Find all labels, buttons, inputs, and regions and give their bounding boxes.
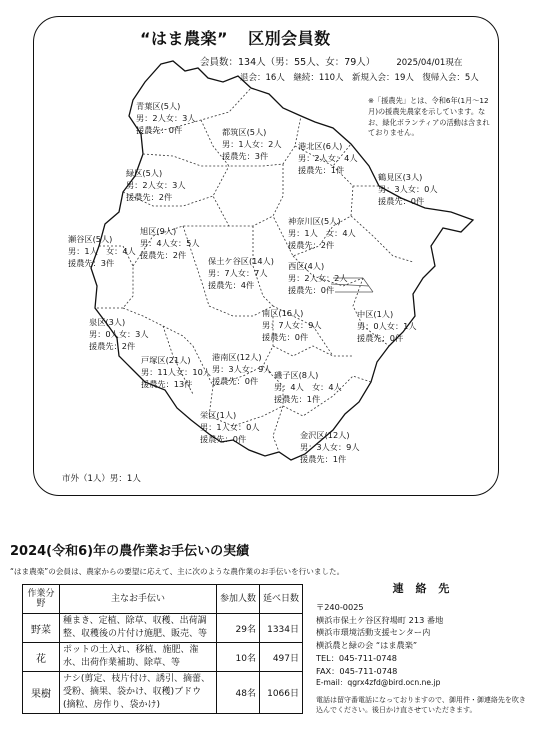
table-row — [23, 614, 303, 643]
member-summary — [200, 54, 462, 68]
ward-members: 男：0人女：3人 — [89, 328, 149, 339]
ward-farms: 援農先：0件 — [378, 195, 425, 206]
header-category: 作業分野 — [23, 585, 60, 614]
ward-farms: 援農先：13件 — [141, 378, 193, 389]
ward-farms: 援農先：3件 — [68, 257, 115, 268]
ward-farms: 援農先：3件 — [222, 150, 269, 161]
title-sub: 区別会員数 — [248, 29, 331, 48]
ward-name: 瀬谷区(5人) — [68, 234, 113, 244]
ward-name: 栄区(1人) — [200, 410, 237, 420]
ward-name: 港北区(6人) — [298, 141, 343, 151]
contact-postal: 〒240-0025 — [316, 602, 364, 613]
header-people: 参加人数 — [217, 585, 260, 614]
ward-members: 男：3人女：0人 — [378, 183, 438, 194]
ward-farms: 援農先：2件 — [126, 191, 173, 202]
ward-minami — [262, 308, 322, 344]
row-category: 花 — [23, 643, 60, 672]
ward-members: 男：2人女：3人 — [126, 179, 186, 190]
table-row — [23, 643, 303, 672]
ward-hodogaya — [208, 256, 274, 292]
work-intro: “はま農楽”の会員は、農家からの要望に応えて、主に次のような農作業のお手伝いを行いました。 — [10, 567, 345, 576]
ward-members: 男：2人女：2人 — [288, 272, 348, 283]
row-people: 10名 — [217, 643, 260, 672]
as-of-date: 2025/04/01現在 — [396, 58, 463, 68]
ward-members: 男：1人 女：4人 — [68, 245, 136, 256]
row-people: 48名 — [217, 672, 260, 714]
contact-fax: FAX：045-711-0748 — [316, 665, 398, 676]
ward-name: 港南区(12人) — [212, 352, 262, 362]
ward-aoba — [136, 101, 196, 137]
ward-members: 男：3人女：9人 — [300, 441, 360, 452]
outside-city-members: 市外（1人）男：1人 — [62, 474, 141, 484]
ward-farms: 援農先：2件 — [288, 239, 335, 250]
ward-name: 旭区(9人) — [140, 226, 177, 236]
ward-farms: 援農先：0件 — [357, 332, 404, 343]
ward-members: 男：2人女：3人 — [136, 112, 196, 123]
header-tasks: 主なお手伝い — [60, 585, 217, 614]
contact-address: 横浜市保土ケ谷区狩場町 213 番地 — [316, 614, 444, 625]
ward-members: 男：0人女：1人 — [357, 320, 417, 331]
ward-naka — [357, 309, 417, 345]
ward-nishi — [288, 261, 348, 297]
ward-farms: 援農先：1件 — [298, 164, 345, 175]
ward-izumi — [89, 317, 149, 353]
ward-asahi — [140, 226, 200, 262]
ward-farms: 援農先：2件 — [89, 340, 136, 351]
ward-name: 西区(4人) — [288, 261, 325, 271]
ward-name: 都筑区(5人) — [222, 127, 267, 137]
contact-office: 横浜市環境活動支援センター内 — [316, 627, 431, 638]
row-days: 1334日 — [260, 614, 303, 643]
ward-members: 男：7人女：7人 — [208, 267, 268, 278]
ward-members: 男：3人女：9人 — [212, 363, 272, 374]
ward-name: 神奈川区(5人) — [288, 216, 341, 226]
ward-name: 保土ケ谷区(14人) — [208, 256, 274, 266]
ward-members: 男：1人 女：4人 — [288, 227, 356, 238]
ward-name: 磯子区(8人) — [274, 370, 319, 380]
ward-name: 中区(1人) — [357, 309, 394, 319]
ward-farms: 援農先：0件 — [200, 433, 247, 444]
ward-farms: 援農先：0件 — [212, 375, 259, 386]
row-people: 29名 — [217, 614, 260, 643]
ward-name: 鶴見区(3人) — [378, 172, 423, 182]
contact-block — [316, 580, 530, 715]
ward-farms: 援農先：2件 — [140, 249, 187, 260]
row-tasks: ポットの土入れ、移植、施肥、潅水、出荷作業補助、除草、等 — [60, 643, 217, 672]
ward-name: 南区(16人) — [262, 308, 304, 318]
ward-tsuzuki — [222, 127, 282, 163]
page-title — [140, 26, 345, 49]
ward-konan — [212, 352, 272, 388]
ward-farms: 援農先：4件 — [208, 279, 255, 290]
ward-farms: 援農先：0件 — [288, 284, 335, 295]
ward-members: 男：11人女：10人 — [141, 366, 211, 377]
ward-kohoku — [298, 141, 358, 177]
ward-members: 男：1人女：2人 — [222, 138, 282, 149]
ward-name: 青葉区(5人) — [136, 101, 181, 111]
contact-tel: TEL：045-711-0748 — [316, 652, 397, 663]
work-section-title: 2024(令和6)年の農作業お手伝いの実績 — [10, 544, 250, 559]
member-total: 会員数：134人（男：55人、女：79人） — [200, 57, 376, 68]
contact-title: 連 絡 先 — [392, 582, 454, 595]
ward-farms: 援農先：1件 — [300, 453, 347, 464]
ward-name: 戸塚区(21人) — [141, 355, 191, 365]
membership-stats: 退会：16人 継続：110人 新規入会：19人 復帰入会：5人 — [240, 73, 479, 83]
ward-members: 男：4人 女：4人 — [274, 381, 342, 392]
ward-name: 泉区(3人) — [89, 317, 126, 327]
table-row — [23, 672, 303, 714]
row-days: 497日 — [260, 643, 303, 672]
ward-seya — [68, 234, 136, 270]
ward-kanazawa — [300, 430, 360, 466]
ward-kanagawa — [288, 216, 356, 252]
table-header-row — [23, 585, 303, 614]
title-main: “はま農楽” — [140, 29, 229, 48]
work-table — [22, 584, 303, 714]
row-tasks: ナシ(剪定、枝片付け、誘引、摘蕾、受粉、摘果、袋かけ、収穫)ブドウ(摘粒、房作り、袋かけ) — [60, 672, 217, 714]
ward-isogo — [274, 370, 342, 406]
ward-totsuka — [141, 355, 211, 391]
ward-midori — [126, 168, 186, 204]
row-category: 野菜 — [23, 614, 60, 643]
ward-tsurumi — [378, 172, 438, 208]
contact-footnote: 電話は留守番電話になっておりますので、御用件・御連絡先を吹き込んでください。後日かけ直させていただきます。 — [316, 696, 526, 715]
contact-email[interactable]: E-mail：qgrx4zfd@bird.ocn.ne.jp — [316, 678, 441, 688]
ward-farms: 援農先：1件 — [274, 393, 321, 404]
ward-members: 男：2人女：4人 — [298, 152, 358, 163]
row-tasks: 種まき、定植、除草、収穫、出荷調整、収穫後の片付け施肥、販売、等 — [60, 614, 217, 643]
map-note: ※「援農先」とは、令和6年(1月〜12月)の援農先農家を示しています。なお、緑化ボランティアの活動は含まれておりません。 — [368, 96, 490, 138]
ward-farms: 援農先：0件 — [136, 124, 183, 135]
ward-members: 男：7人女：9人 — [262, 319, 322, 330]
contact-org: 横浜農と緑の会 “はま農楽” — [316, 640, 418, 651]
row-days: 1066日 — [260, 672, 303, 714]
ward-name: 緑区(5人) — [126, 168, 163, 178]
ward-name: 金沢区(12人) — [300, 430, 350, 440]
ward-members: 男：1人女：0人 — [200, 421, 260, 432]
ward-sakae — [200, 410, 260, 446]
header-days: 延べ日数 — [260, 585, 303, 614]
row-category: 果樹 — [23, 672, 60, 714]
ward-members: 男：4人女：5人 — [140, 237, 200, 248]
ward-farms: 援農先：0件 — [262, 331, 309, 342]
